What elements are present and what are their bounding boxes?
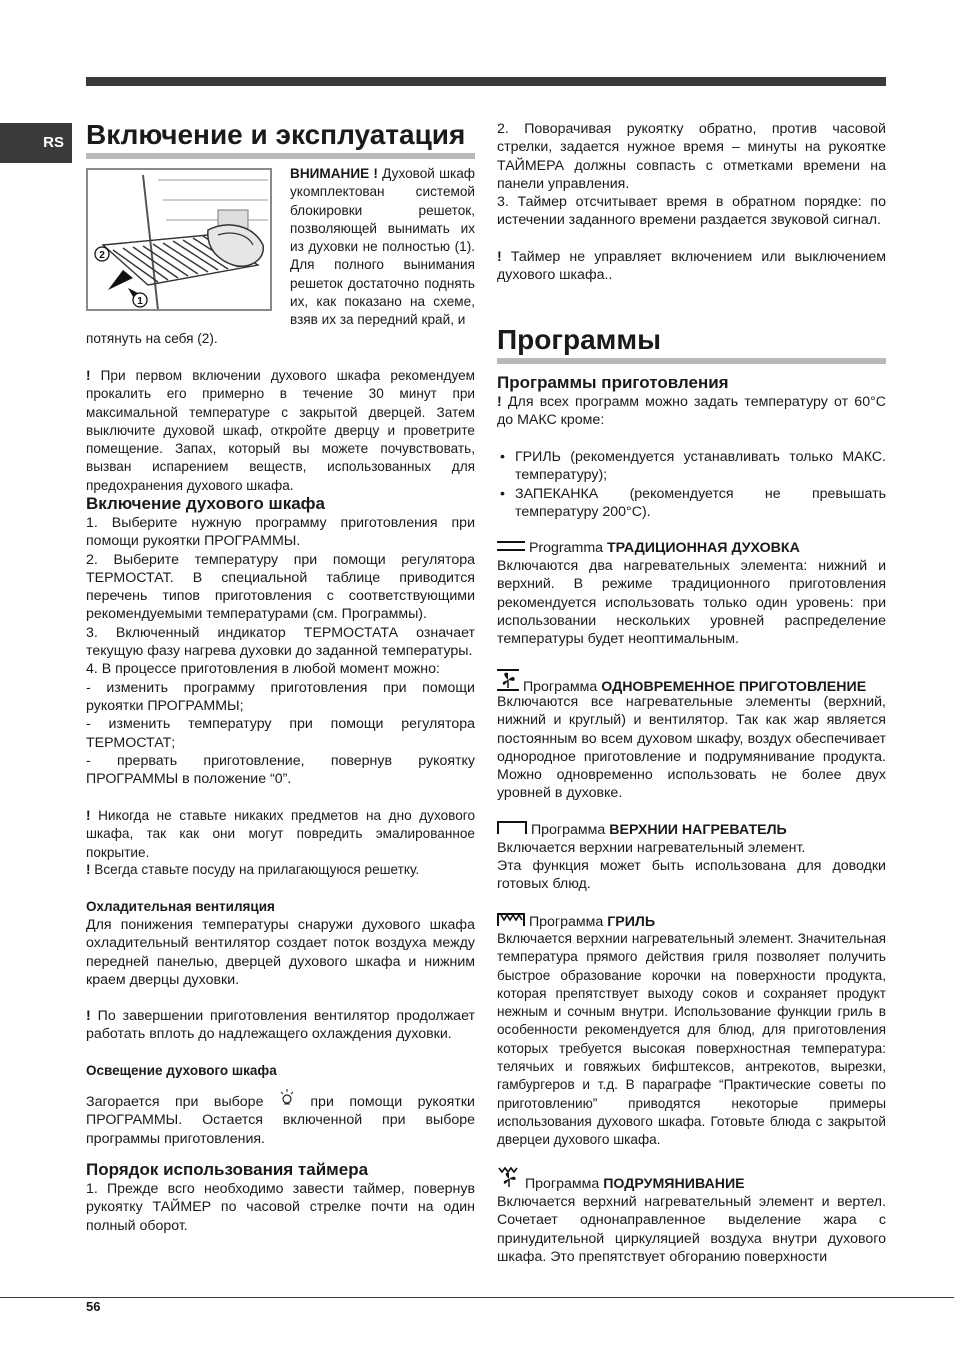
note-bottom-text: Никогда не ставьте никаких предметов на дно духового шкафа, так как они могут повредить эмалированное покрытие. <box>86 808 475 860</box>
program-name: ПОДРУМЯНИВАНИЕ <box>603 1176 745 1192</box>
svg-text:2: 2 <box>99 250 105 261</box>
program-top-heat-title <box>497 820 886 839</box>
step-4a: - изменить программу приготовления при помощи рукоятки ПРОГРАММЫ; <box>86 679 475 714</box>
exclamation-icon: ! <box>497 394 502 410</box>
top-rule <box>86 77 886 86</box>
note-timer <box>497 248 886 285</box>
program-prefix: Программа <box>528 914 608 930</box>
programs-note <box>497 393 886 430</box>
warning-paragraph <box>290 165 475 330</box>
svg-text:1: 1 <box>137 296 143 307</box>
fan-grill-icon <box>497 1166 521 1193</box>
program-name: ГРИЛЬ <box>607 914 656 930</box>
warning-label: ВНИМАНИЕ ! <box>290 166 378 181</box>
fan-heat-icon <box>497 669 519 696</box>
grill-icon <box>497 912 525 931</box>
program-top-heat-text-2: Эта функция может быть использована для доводки готовых блюд. <box>497 858 886 893</box>
light-text <box>86 1088 475 1148</box>
note-timer-text: Таймер не управляет включением или выключением духового шкафа.. <box>497 249 886 284</box>
note-rack-text: Всегда ставьте посуду на прилагающуюся решетку. <box>90 862 420 877</box>
top-bottom-heat-icon <box>497 539 525 557</box>
warning-text: Духовой шкаф укомплектован системой блокировки решеток, позволяющей вынимать их из духовки не полностью (1). Для полного вынимания решеток достаточно поднять их, как показано на схеме, взяв их за передний край, и <box>290 166 475 328</box>
exclamation-icon: ! <box>86 1008 91 1024</box>
footer-rule <box>0 1297 954 1298</box>
step-4: 4. В процессе приготовления в любой момент можно: <box>86 661 440 678</box>
heading-light: Освещение духового шкафа <box>86 1063 277 1078</box>
exceptions-list <box>497 448 886 521</box>
warning-continuation: потянуть на себя (2). <box>86 331 218 346</box>
heading-timer: Порядок использования таймера <box>86 1160 369 1179</box>
program-prefix: Программа <box>524 1176 604 1192</box>
note-bottom <box>86 807 475 862</box>
note-first-use-text: При первом включении духового шкафа рекомендуем прокалить его примерно в течение 30 минут при максимальной температуре с закрытой дверцей. Затем выключите духовой шкаф, откройте дверцу и проветрите помещение. Запах, который вы можете почувствовать, вызван испарением веществ, использованных для предохранения духового шкафа. <box>86 368 475 493</box>
program-browning-text: Включается верхний нагревательный элемент и вертел. Сочетает однонаправленное выделение жара с принудительной циркуляцией воздуха внутри духового шкафа. Это препятствует обгоранию поверхности <box>497 1194 886 1265</box>
program-traditional-title <box>497 539 886 557</box>
page-number: 56 <box>86 1299 101 1314</box>
list-item: • ГРИЛЬ (рекомендуется устанавливать только МАКС. температуру); <box>497 448 886 485</box>
section-title-programs: Программы <box>497 323 886 364</box>
step-1: 1. Выберите нужную программу приготовления при помощи рукоятки ПРОГРАММЫ. <box>86 515 475 550</box>
cooling-text: Для понижения температуры снаружи духового шкафа охладительный вентилятор создает поток воздуха между передней панелью, дверцей духового шкафа и нижним краем дверцы духовки. <box>86 917 475 988</box>
program-prefix: Programma <box>528 540 608 556</box>
program-browning-title <box>497 1166 886 1193</box>
program-name: ВЕРХНИИ НАГРЕВАТЕЛЬ <box>609 822 787 838</box>
program-name: ТРАДИЦИОННАЯ ДУХОВКА <box>607 540 800 556</box>
lamp-icon <box>279 1088 295 1111</box>
program-multilevel-text: Включаются все нагревательные элементы (верхний, нижний и круглый) и вентилятор. Так как жар является постоянным во всем духовом шкафу, воздух обеспечивает однородное приготовление и подрумянивание продукта. Можно одновременно использовать не более двух уровней в духовке. <box>497 694 886 802</box>
program-multilevel-title <box>497 669 886 696</box>
programs-note-text: Для всех программ можно задать температуру от 60°C до МАКС кроме: <box>497 394 886 429</box>
note-fan <box>86 1007 475 1044</box>
exclamation-icon: ! <box>497 249 502 265</box>
top-heat-icon <box>497 820 527 839</box>
program-prefix: Программа <box>530 822 610 838</box>
note-rack <box>86 861 475 879</box>
heading-switch-on: Включение духового шкафа <box>86 494 325 513</box>
timer-step-2: 2. Поворачивая рукоятку обратно, против часовой стрелки, задается нужное время – минуты на рукоятке ТАЙМЕРА должны совпасть с отметками времени на панели управления. <box>497 121 886 192</box>
program-name: ОДНОВРЕМЕННОЕ ПРИГОТОВЛЕНИЕ <box>601 679 867 695</box>
timer-step-1: 1. Прежде всго необходимо завести таймер, повернув рукоятку ТАЙМЕР по часовой стрелке почти на один полный оборот. <box>86 1181 475 1234</box>
light-text-b: при помощи рукоятки ПРОГРАММЫ. Остается включенной при выборе программы приготовления. <box>86 1094 475 1147</box>
step-4b: - изменить температуру при помощи регулятора ТЕРМОСТАТ; <box>86 716 475 751</box>
heading-cooling: Охладительная вентиляция <box>86 899 275 914</box>
step-4c: - прервать приготовление, повернув рукоятку ПРОГРАММЫ в положение “0”. <box>86 752 475 788</box>
program-prefix: Программа <box>522 679 602 695</box>
note-fan-text: По завершении приготовления вентилятор продолжает работать вплоть до надлежащего охлаждения духовки. <box>86 1008 475 1043</box>
program-top-heat-text: Включается верхнии нагревательный элемент. <box>497 840 806 856</box>
step-3: 3. Включенный индикатор ТЕРМОСТАТА означает текущую фазу нагрева духовки до заданной температуры. <box>86 624 475 660</box>
oven-rack-illustration <box>86 168 272 311</box>
step-2: 2. Выберите температуру при помощи регулятора ТЕРМОСТАТ. В специальной таблице приводится перечень типов приготовления с соответствующими рекомендуемыми температурами (см. Программы). <box>86 551 475 623</box>
section-title-operation: Включение и эксплуатация <box>86 118 475 159</box>
program-grill-text: Включается верхнии нагревательный элемент. Значительная температура прямого действия гриля позволяет получить быстрое образование корочки на поверхности продукта, которая препятствует выходу соков и сохраняет продукт нежным и сочным внутри. Использование функции гриль в особенности рекомендуется для блюд, для приготовления которых требуется высокая поверхностная температура: телячьих и говяжьих бифштексов, антрекотов, вырезки, гамбургеров и т.д. В параграфе “Практические советы по приготовлению” приводятся некоторые примеры использования духового шкафа. Готовьте блюда с закрытой дверцеи духового шкафа. <box>497 931 886 1148</box>
exclamation-icon: ! <box>86 368 91 383</box>
language-tab: RS <box>0 123 72 163</box>
program-grill-title <box>497 912 886 931</box>
switch-steps <box>86 514 475 788</box>
note-first-use <box>86 367 475 495</box>
exclamation-icon: ! <box>86 808 91 823</box>
list-item: • ЗАПЕКАНКА (рекомендуется не превышать температуру 200°C). <box>497 485 886 522</box>
heading-cooking-programs: Программы приготовления <box>497 373 729 392</box>
program-traditional-text: Включаются два нагревательных элемента: нижний и верхний. В режиме традиционного приготовления рекомендуется использовать только один уровень: при использовании нескольких уровней распределение температуры будет неоптимальным. <box>497 558 886 648</box>
timer-step-3: 3. Таймер отсчитывает время в обратном порядке: по истечении заданного времени раздается звуковой сигнал. <box>497 194 886 229</box>
light-text-a: Загорается при выборе <box>86 1094 264 1110</box>
exclamation-icon: ! <box>86 862 91 877</box>
